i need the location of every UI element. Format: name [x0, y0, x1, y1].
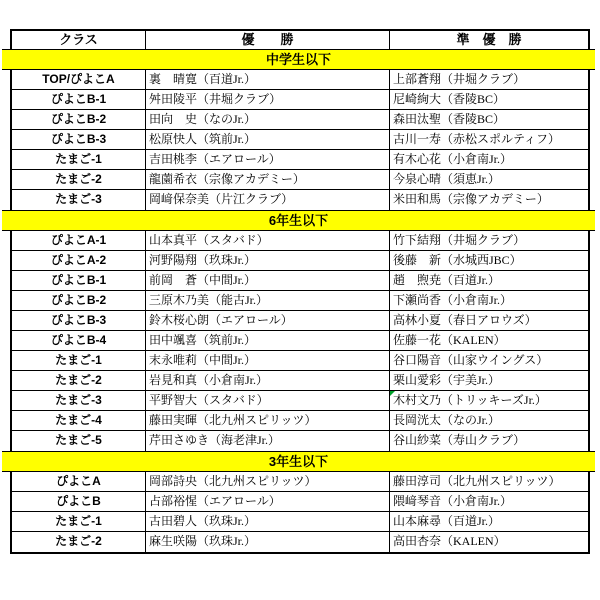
table-row: [12, 472, 588, 492]
runner-up-cell: 谷口陽音（山家ウイングス）: [393, 353, 549, 367]
winner-cell: 岩見和真（小倉南Jr.）: [146, 371, 390, 390]
class-cell: ぴよこB-4: [12, 331, 146, 350]
table-row: [12, 130, 588, 150]
table-row: [12, 411, 588, 431]
table-row: [12, 431, 588, 451]
class-cell: たまご-2: [12, 371, 146, 390]
runner-up-cell: 木村文乃（トリッキーズJr.）: [390, 391, 588, 410]
runner-up-cell: 尼崎絢大（香陵BC）: [393, 92, 506, 106]
winner-cell: 古田碧人（玖珠Jr.）: [146, 512, 390, 531]
runner-up-cell: 谷山紗菜（寿山クラブ）: [393, 433, 526, 447]
runner-up-cell: 古川一寿（赤松スポルティフ）: [393, 132, 561, 146]
class-cell: ぴよこB: [12, 492, 146, 511]
class-cell: たまご-1: [12, 351, 146, 370]
table-row: [12, 271, 588, 291]
runner-up-cell: 米田和馬（宗像アカデミー）: [393, 192, 549, 206]
table-row: [12, 492, 588, 512]
winner-cell: 麻生咲陽（玖珠Jr.）: [146, 532, 390, 552]
class-cell: ぴよこA-1: [12, 231, 146, 250]
runner-up-cell: 森田汰聖（香陵BC）: [393, 112, 506, 126]
table-row: [12, 190, 588, 210]
runner-up-cell: 長岡洸太（なのJr.）: [393, 413, 501, 427]
winner-cell: 鈴木桜心朗（エアロール）: [146, 311, 390, 330]
table-row: [12, 331, 588, 351]
runner-up-cell: 趙 煦尭（百道Jr.）: [393, 273, 501, 287]
runner-up-cell: 上部蒼翔（井堀クラブ）: [393, 72, 526, 86]
winner-cell: 平野智大（スタバド）: [146, 391, 390, 410]
class-cell: たまご-1: [12, 150, 146, 169]
table-row: [12, 231, 588, 251]
winner-cell: 田向 史（なのJr.）: [146, 110, 390, 129]
table-row: [12, 391, 588, 411]
winner-cell: 龍薗希衣（宗像アカデミー）: [146, 170, 390, 189]
runner-up-cell: 後藤 新（水城西JBC）: [393, 253, 522, 267]
winner-cell: 松原快人（筑前Jr.）: [146, 130, 390, 149]
class-cell: たまご-2: [12, 532, 146, 552]
class-cell: たまご-5: [12, 431, 146, 451]
class-cell: たまご-1: [12, 512, 146, 531]
runner-up-cell: 竹下結翔（井堀クラブ）: [393, 233, 526, 247]
class-cell: ぴよこB-2: [12, 291, 146, 310]
cell-error-indicator-icon: [390, 391, 395, 396]
winner-cell: 前岡 蒼（中間Jr.）: [146, 271, 390, 290]
winner-cell: 占部裕惺（エアロール）: [146, 492, 390, 511]
runner-up-cell: 山本麻尋（百道Jr.）: [393, 514, 501, 528]
winner-cell: 芹田さゆき（海老津Jr.）: [146, 431, 390, 451]
table-header-row: [12, 31, 588, 49]
class-cell: たまご-3: [12, 190, 146, 210]
table-row: [12, 512, 588, 532]
winner-cell: 末永唯莉（中間Jr.）: [146, 351, 390, 370]
table-row: [12, 251, 588, 271]
winner-cell: 田中颯喜（筑前Jr.）: [146, 331, 390, 350]
column-header-class: クラス: [12, 31, 146, 49]
column-header-winner: 優 勝: [146, 31, 390, 49]
winner-cell: 吉田桃李（エアロール）: [146, 150, 390, 169]
runner-up-cell: 今泉心晴（須恵Jr.）: [393, 172, 501, 186]
class-cell: TOP/ぴよこA: [12, 70, 146, 89]
winner-cell: 河野陽翔（玖珠Jr.）: [146, 251, 390, 270]
winner-cell: 裏 晴寛（百道Jr.）: [146, 70, 390, 89]
results-table: [10, 29, 590, 554]
column-header-runner-up: 準 優 勝: [456, 32, 522, 47]
winner-cell: 三原木乃美（能古Jr.）: [146, 291, 390, 310]
winner-cell: 岡﨑保奈美（片江クラブ）: [146, 190, 390, 210]
section-band: 中学生以下: [2, 49, 595, 70]
runner-up-cell: 下瀬尚香（小倉南Jr.）: [393, 293, 513, 307]
table-row: [12, 110, 588, 130]
class-cell: たまご-4: [12, 411, 146, 430]
class-cell: ぴよこB-1: [12, 271, 146, 290]
table-row: [12, 371, 588, 391]
table-row: [12, 90, 588, 110]
class-cell: ぴよこB-2: [12, 110, 146, 129]
runner-up-cell: 隈﨑琴音（小倉南Jr.）: [393, 494, 513, 508]
class-cell: ぴよこB-1: [12, 90, 146, 109]
winner-cell: 藤田実暉（北九州スピリッツ）: [146, 411, 390, 430]
runner-up-cell: 佐藤一花（KALEN）: [393, 333, 506, 347]
runner-up-cell: 高田杏奈（KALEN）: [393, 534, 506, 548]
table-row: [12, 150, 588, 170]
winner-cell: 山本真平（スタバド）: [146, 231, 390, 250]
table-row: [12, 311, 588, 331]
class-cell: ぴよこB-3: [12, 130, 146, 149]
runner-up-cell: 栗山愛彩（宇美Jr.）: [393, 373, 501, 387]
table-row: [12, 351, 588, 371]
winner-cell: 岡部詩央（北九州スピリッツ）: [146, 472, 390, 491]
section-band: 3年生以下: [2, 451, 595, 472]
table-row: [12, 291, 588, 311]
class-cell: ぴよこA: [12, 472, 146, 491]
section-band: 6年生以下: [2, 210, 595, 231]
class-cell: ぴよこA-2: [12, 251, 146, 270]
table-row: [12, 170, 588, 190]
class-cell: ぴよこB-3: [12, 311, 146, 330]
runner-up-cell: 高林小夏（春日アロウズ）: [393, 313, 537, 327]
table-row: [12, 532, 588, 552]
table-body: [12, 49, 588, 552]
runner-up-cell: 有木心花（小倉南Jr.）: [393, 152, 513, 166]
runner-up-cell: 藤田淳司（北九州スピリッツ）: [393, 474, 561, 488]
table-row: [12, 70, 588, 90]
class-cell: たまご-3: [12, 391, 146, 410]
winner-cell: 舛田陵平（井堀クラブ）: [146, 90, 390, 109]
class-cell: たまご-2: [12, 170, 146, 189]
